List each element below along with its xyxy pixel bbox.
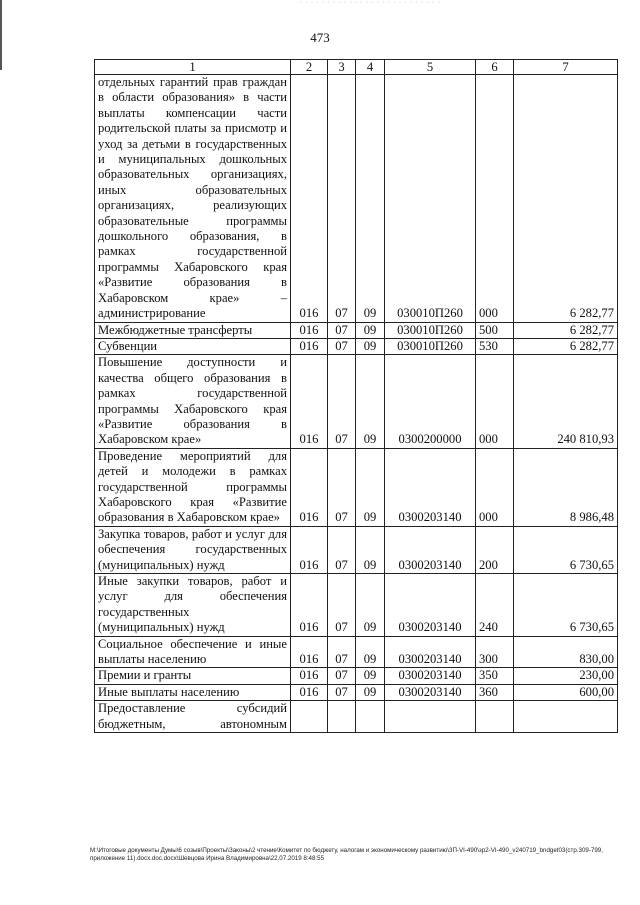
table-row (95, 636, 618, 668)
section-code: 07 (328, 338, 356, 354)
row-name: Повышение доступности и качества общего образования в рамках государственной программы Хабаровского края «Развитие образования в Хабаровском крае» (95, 355, 291, 448)
table-row (95, 701, 618, 733)
expense-type-code: 500 (476, 322, 514, 338)
amount: 6 282,77 (514, 75, 618, 323)
amount: 6 730,65 (514, 574, 618, 637)
ministry-code: 016 (291, 526, 328, 573)
amount: 6 282,77 (514, 338, 618, 354)
expense-type-code: 000 (476, 355, 514, 448)
header-col-6: 6 (476, 60, 514, 75)
table-row (95, 448, 618, 526)
target-article-code: 0300203140 (385, 668, 476, 684)
row-name: Закупка товаров, работ и услуг для обеспечения государственных (муниципальных) нужд (95, 526, 291, 573)
subsection-code: 09 (356, 636, 385, 668)
ministry-code: 016 (291, 322, 328, 338)
target-article-code: 0300203140 (385, 636, 476, 668)
header-col-1: 1 (95, 60, 291, 75)
target-article-code: 030010П260 (385, 322, 476, 338)
expense-type-code: 240 (476, 574, 514, 637)
amount: 6 282,77 (514, 322, 618, 338)
target-article-code: 0300203140 (385, 574, 476, 637)
amount (514, 701, 618, 733)
ministry-code: 016 (291, 338, 328, 354)
subsection-code: 09 (356, 574, 385, 637)
header-row (95, 60, 618, 75)
section-code: 07 (328, 684, 356, 700)
ministry-code: 016 (291, 636, 328, 668)
section-code (328, 701, 356, 733)
expense-type-code: 350 (476, 668, 514, 684)
ministry-code: 016 (291, 448, 328, 526)
row-name: Иные выплаты населению (95, 684, 291, 700)
row-name: Субвенции (95, 338, 291, 354)
expense-type-code: 360 (476, 684, 514, 700)
expense-type-code: 000 (476, 75, 514, 323)
table-row (95, 355, 618, 448)
table-row (95, 75, 618, 323)
subsection-code (356, 701, 385, 733)
table-row (95, 338, 618, 354)
section-code: 07 (328, 355, 356, 448)
header-col-5: 5 (385, 60, 476, 75)
target-article-code: 0300203140 (385, 684, 476, 700)
subsection-code: 09 (356, 448, 385, 526)
file-path-footer: M:\Итоговые документы Думы\6 созыв\Проекты\Законы\2 чтение\Комитет по бюджету, налогам и экономическому развитию\3П-VI-490\зр2-VI-490_v240719_bndget03(стр.309-799, приложение 11).docx.doc.docx\Шевцова Ирина Владимировна\22.07.2019 8:48:55 (90, 847, 603, 862)
section-code: 07 (328, 636, 356, 668)
target-article-code: 030010П260 (385, 75, 476, 323)
table-row (95, 526, 618, 573)
target-article-code: 030010П260 (385, 338, 476, 354)
top-stray-text: · · · · · · · · · · · · · · · · · · · · · · · · · · (300, 0, 441, 3)
subsection-code: 09 (356, 355, 385, 448)
amount: 6 730,65 (514, 526, 618, 573)
table-row (95, 574, 618, 637)
section-code: 07 (328, 322, 356, 338)
row-name: Предоставление субсидий бюджетным, автономным (95, 701, 291, 733)
ministry-code: 016 (291, 668, 328, 684)
expense-type-code: 200 (476, 526, 514, 573)
amount: 230,00 (514, 668, 618, 684)
expense-type-code: 300 (476, 636, 514, 668)
subsection-code: 09 (356, 338, 385, 354)
table-row (95, 322, 618, 338)
row-name: Иные закупки товаров, работ и услуг для обеспечения государственных (муниципальных) нужд (95, 574, 291, 637)
amount: 830,00 (514, 636, 618, 668)
subsection-code: 09 (356, 75, 385, 323)
header-col-2: 2 (291, 60, 328, 75)
row-name: Премии и гранты (95, 668, 291, 684)
expense-type-code (476, 701, 514, 733)
row-name: отдельных гарантий прав граждан в области образования» в части выплаты компенсации части родительской платы за присмотр и уход за детьми в государственных и муниципальных дошкольных образовательных организациях, иных образовательных организациях, реализующих образовательные программы дошкольного образования, в рамках государственной программы Хабаровского края «Развитие образования в Хабаровском крае» – администрирование (95, 75, 291, 323)
section-code: 07 (328, 574, 356, 637)
header-col-3: 3 (328, 60, 356, 75)
row-name: Социальное обеспечение и иные выплаты населению (95, 636, 291, 668)
target-article-code: 0300200000 (385, 355, 476, 448)
page-number: 473 (310, 30, 330, 45)
expense-type-code: 000 (476, 448, 514, 526)
section-code: 07 (328, 75, 356, 323)
subsection-code: 09 (356, 322, 385, 338)
section-code: 07 (328, 668, 356, 684)
subsection-code: 09 (356, 684, 385, 700)
subsection-code: 09 (356, 526, 385, 573)
target-article-code (385, 701, 476, 733)
row-name: Межбюджетные трансферты (95, 322, 291, 338)
ministry-code: 016 (291, 684, 328, 700)
ministry-code (291, 701, 328, 733)
ministry-code: 016 (291, 75, 328, 323)
target-article-code: 0300203140 (385, 448, 476, 526)
section-code: 07 (328, 526, 356, 573)
section-code: 07 (328, 448, 356, 526)
header-col-7: 7 (514, 60, 618, 75)
table-row (95, 668, 618, 684)
table-row (95, 684, 618, 700)
amount: 240 810,93 (514, 355, 618, 448)
budget-table (94, 59, 618, 733)
subsection-code: 09 (356, 668, 385, 684)
row-name: Проведение мероприятий для детей и молодежи в рамках государственной программы Хабаровского края «Развитие образования в Хабаровском крае» (95, 448, 291, 526)
ministry-code: 016 (291, 574, 328, 637)
ministry-code: 016 (291, 355, 328, 448)
amount: 600,00 (514, 684, 618, 700)
expense-type-code: 530 (476, 338, 514, 354)
header-col-4: 4 (356, 60, 385, 75)
amount: 8 986,48 (514, 448, 618, 526)
target-article-code: 0300203140 (385, 526, 476, 573)
